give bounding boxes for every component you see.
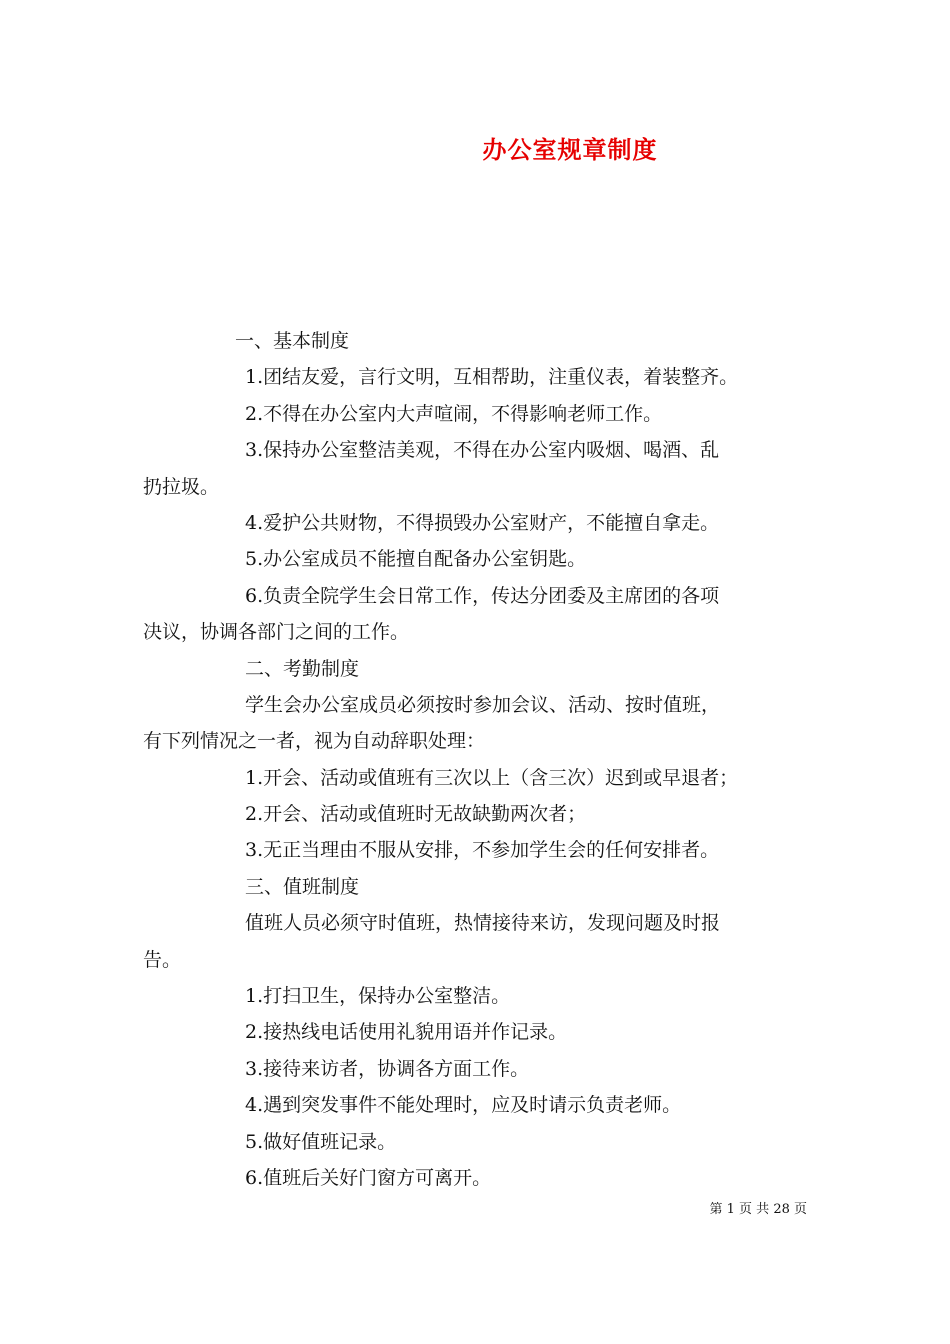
paragraph-line: 1.开会、活动或值班有三次以上（含三次）迟到或早退者； <box>245 766 739 789</box>
paragraph-line: 决议，协调各部门之间的工作。 <box>143 621 410 644</box>
paragraph-line: 2.接热线电话使用礼貌用语并作记录。 <box>245 1021 568 1044</box>
paragraph-line: 2.不得在办公室内大声喧闹，不得影响老师工作。 <box>245 402 663 425</box>
paragraph-line: 2.开会、活动或值班时无故缺勤两次者； <box>245 803 587 826</box>
document-title: 办公室规章制度 <box>482 136 658 164</box>
paragraph-line: 5.办公室成员不能擅自配备办公室钥匙。 <box>245 548 587 571</box>
paragraph-line: 6.值班后关好门窗方可离开。 <box>245 1166 492 1189</box>
paragraph-line: 4.遇到突发事件不能处理时，应及时请示负责老师。 <box>245 1094 682 1117</box>
paragraph-line: 学生会办公室成员必须按时参加会议、活动、按时值班， <box>245 693 721 716</box>
paragraph-line: 值班人员必须守时值班，热情接待来访，发现问题及时报 <box>245 912 721 935</box>
paragraph-line: 3.保持办公室整洁美观，不得在办公室内吸烟、喝酒、乱 <box>245 439 720 462</box>
paragraph-line: 3.无正当理由不服从安排，不参加学生会的任何安排者。 <box>245 839 720 862</box>
paragraph-line: 3.接待来访者，协调各方面工作。 <box>245 1057 530 1080</box>
paragraph-line: 告。 <box>143 948 182 971</box>
paragraph-line: 6.负责全院学生会日常工作，传达分团委及主席团的各项 <box>245 584 720 607</box>
page-number: 第 1 页 共 28 页 <box>709 1202 807 1217</box>
paragraph-line: 1.团结友爱，言行文明，互相帮助，注重仪表，着装整齐。 <box>245 366 739 389</box>
section-heading-attendance: 二、考勤制度 <box>245 657 360 680</box>
paragraph-line: 4.爱护公共财物，不得损毁办公室财产，不能擅自拿走。 <box>245 511 720 534</box>
section-heading-duty: 三、值班制度 <box>245 875 360 898</box>
document-body <box>143 323 823 1196</box>
paragraph-line: 5.做好值班记录。 <box>245 1130 397 1153</box>
section-heading-basic: 一、基本制度 <box>235 330 350 352</box>
paragraph-line: 有下列情况之一者，视为自动辞职处理： <box>143 730 486 753</box>
paragraph-line: 扔拉圾。 <box>143 475 220 498</box>
paragraph-line: 1.打扫卫生，保持办公室整洁。 <box>245 985 511 1008</box>
